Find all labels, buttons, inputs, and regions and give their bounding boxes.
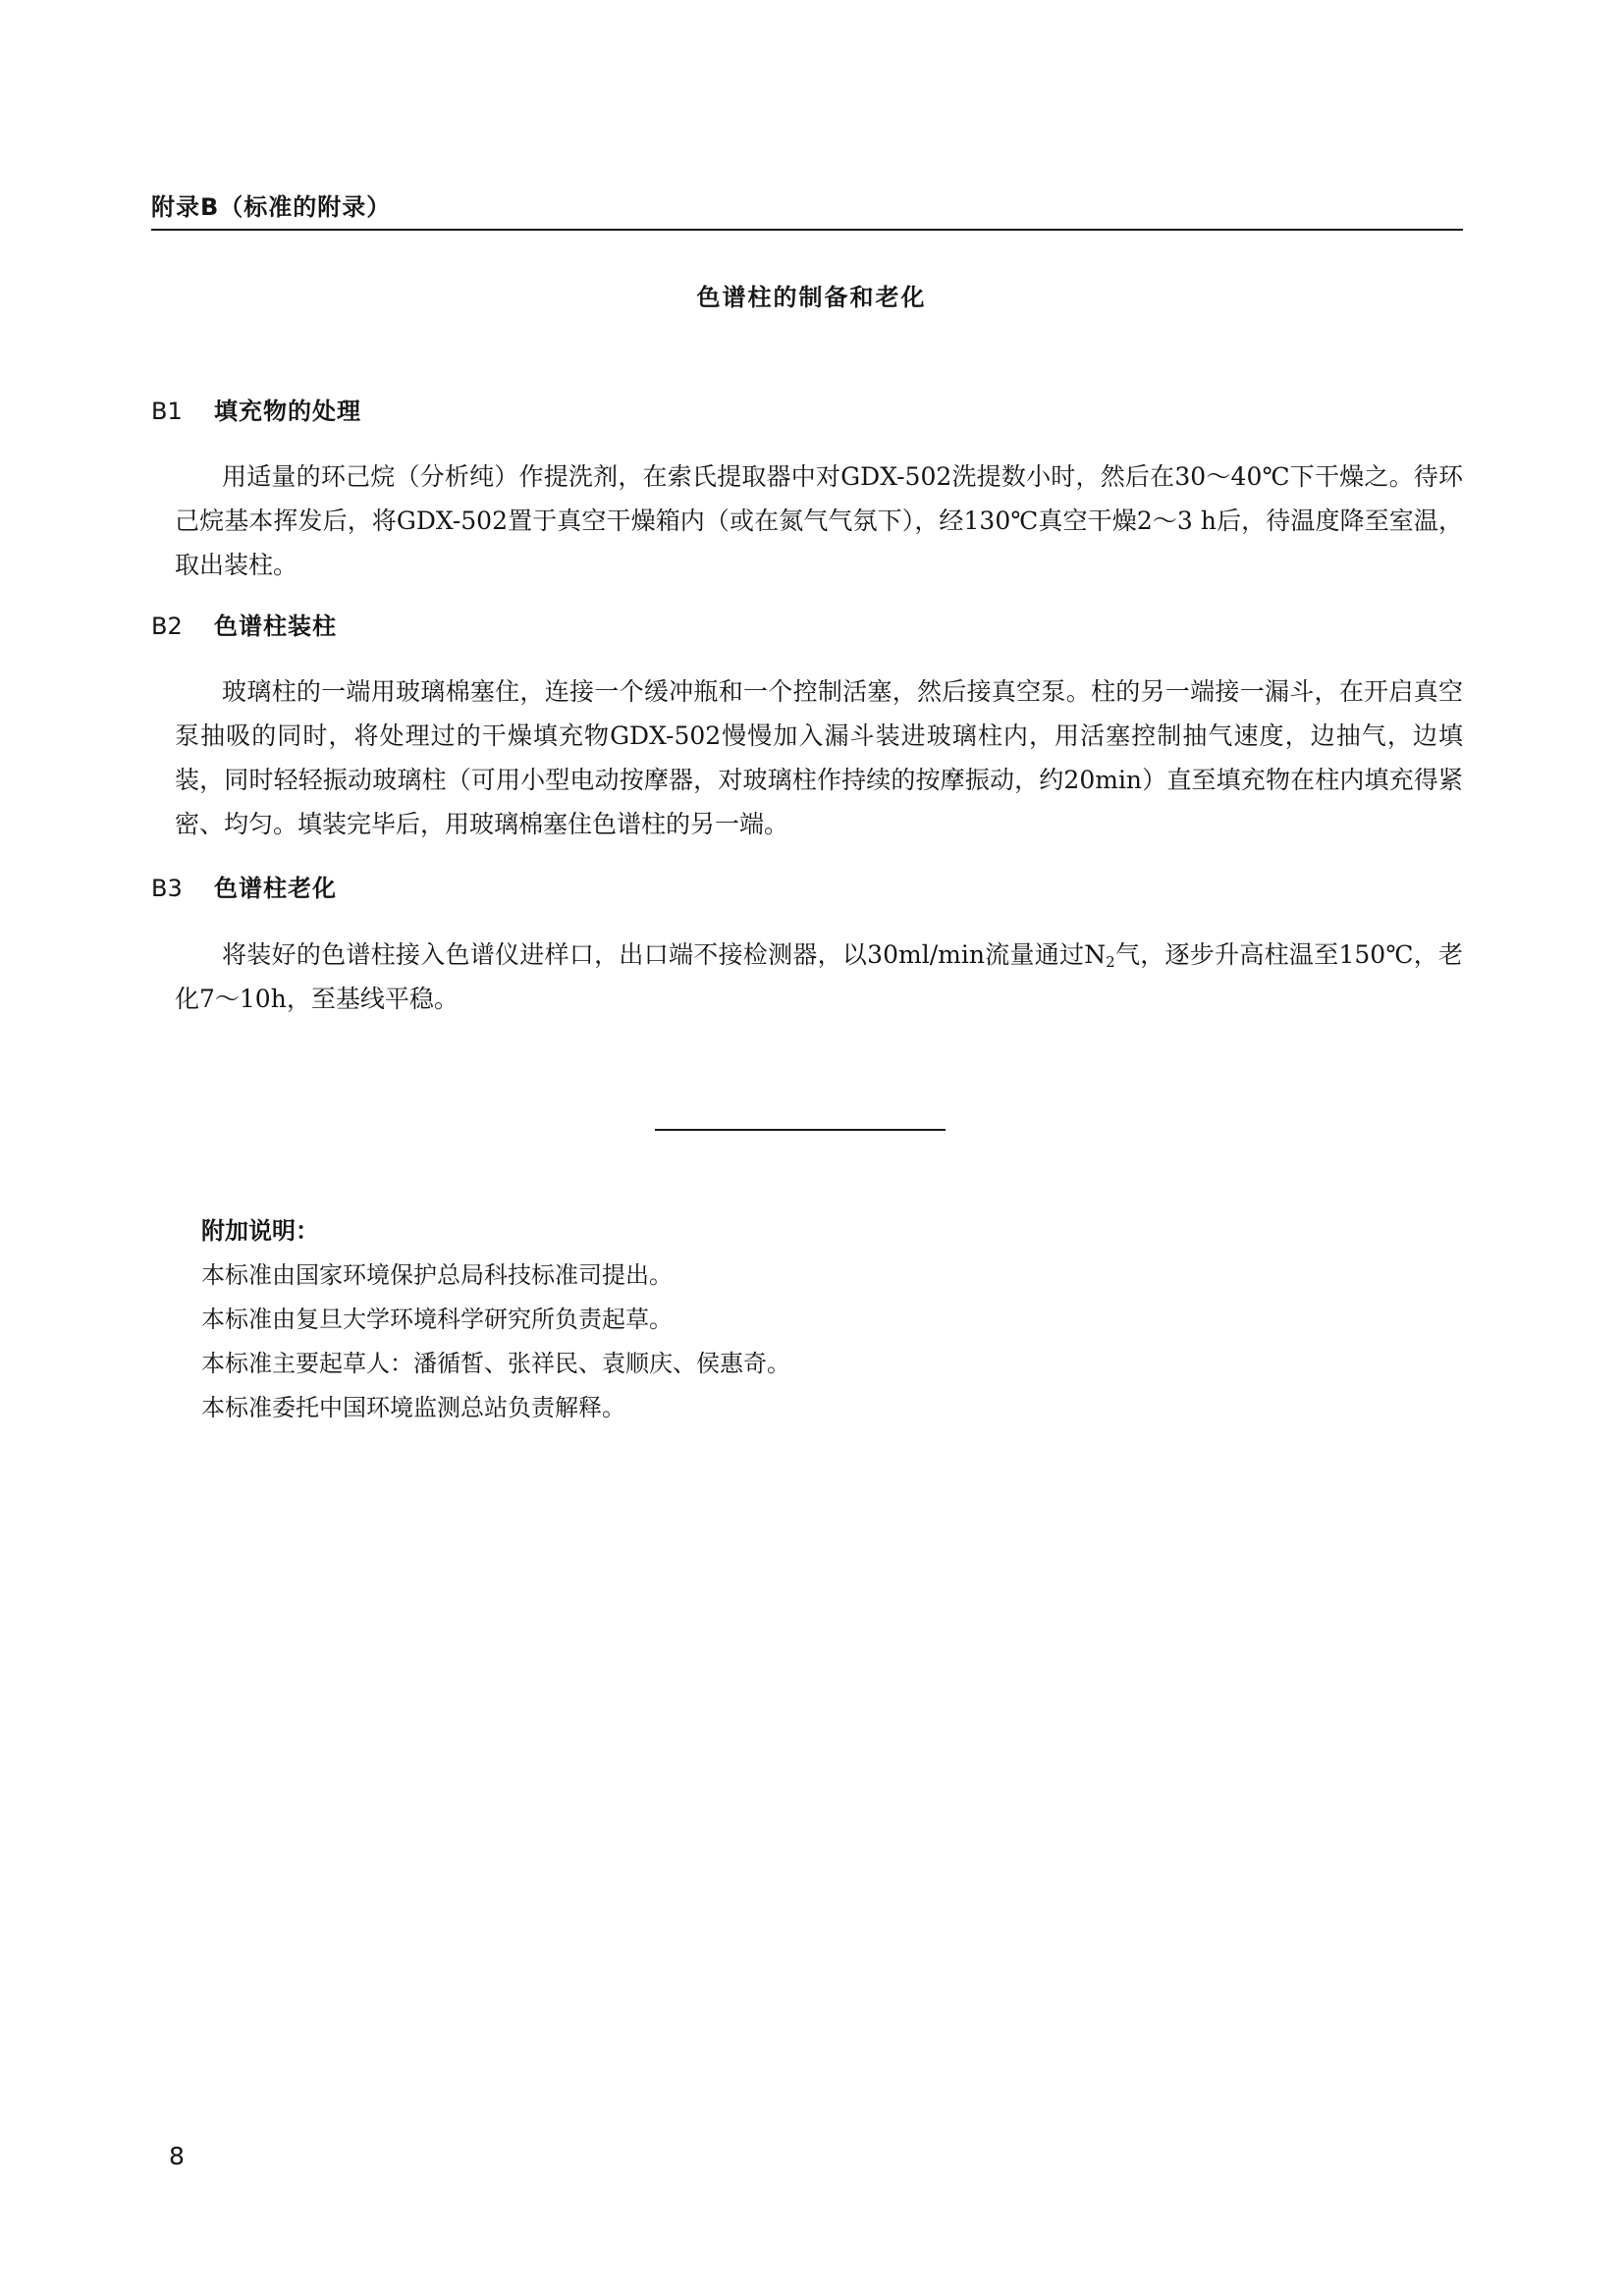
notes-line: 本标准由国家环境保护总局科技标准司提出。 [201, 1261, 673, 1289]
page-title: 色谱柱的制备和老化 [696, 284, 927, 311]
paragraph-text: 气，逐步升高柱温至150℃，老化7～10h，至基线平稳。 [175, 940, 1463, 1013]
section-heading-b3 [151, 874, 337, 903]
additional-notes [201, 1209, 790, 1430]
section-heading-b1 [151, 397, 361, 426]
section-number: B2 [151, 613, 183, 640]
section-paragraph-b3 [175, 933, 1463, 1021]
section-heading-b2 [151, 612, 337, 641]
section-paragraph-b2: 玻璃柱的一端用玻璃棉塞住，连接一个缓冲瓶和一个控制活塞，然后接真空泵。柱的另一端接一漏斗，在开启真空泵抽吸的同时，将处理过的干燥填充物GDX-502慢慢加入漏斗装进玻璃柱内，用活塞控制抽气速度，边抽气，边填装，同时轻轻振动玻璃柱（可用小型电动按摩器，对玻璃柱作持续的按摩振动，约20min）直至填充物在柱内填充得紧密、均匀。填装完毕后，用玻璃棉塞住色谱柱的另一端。 [175, 677, 1463, 838]
section-name: 填充物的处理 [214, 398, 361, 425]
notes-title: 附加说明： [201, 1217, 319, 1245]
section-paragraph-b1: 用适量的环己烷（分析纯）作提洗剂，在索氏提取器中对GDX-502洗提数小时，然后在30～40℃下干燥之。待环己烷基本挥发后，将GDX-502置于真空干燥箱内（或在氮气气氛下），经130℃真空干燥2～3 h后，待温度降至室温，取出装柱。 [175, 462, 1463, 579]
notes-line: 本标准由复旦大学环境科学研究所负责起草。 [201, 1306, 673, 1333]
appendix-header: 附录B（标准的附录） [151, 193, 392, 221]
notes-line: 本标准主要起草人：潘循皙、张祥民、袁顺庆、侯惠奇。 [201, 1350, 790, 1377]
section-number: B1 [151, 398, 183, 425]
section-number: B3 [151, 875, 183, 902]
header-rule [151, 229, 1463, 231]
end-rule [655, 1129, 946, 1131]
page-number: 8 [169, 2142, 185, 2170]
subscript: 2 [1106, 953, 1115, 971]
notes-line: 本标准委托中国环境监测总站负责解释。 [201, 1394, 625, 1421]
section-name: 色谱柱装柱 [214, 613, 337, 640]
section-name: 色谱柱老化 [214, 875, 337, 902]
paragraph-text: 将装好的色谱柱接入色谱仪进样口，出口端不接检测器，以30ml/min流量通过N [222, 940, 1107, 969]
